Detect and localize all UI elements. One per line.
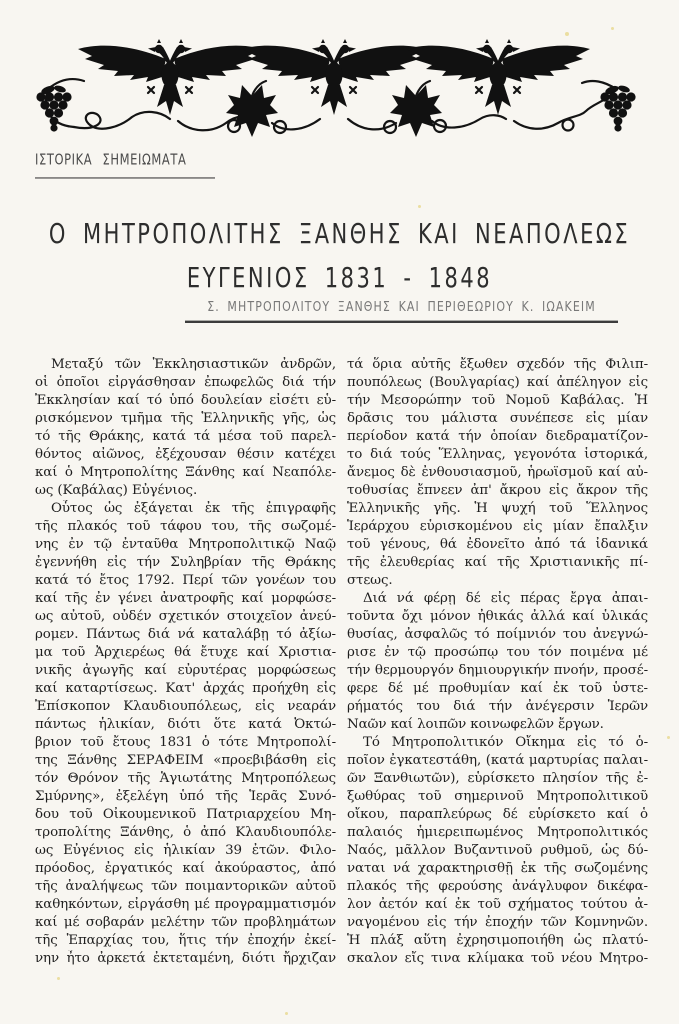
paper-speck	[565, 32, 569, 36]
grape-cluster-icon	[600, 84, 635, 131]
text-line: νης ἐν τῷ ἐνταῦθα Μητροπολιτικῷ Ναῷ	[35, 537, 336, 552]
text-line: τῆς ἀναλήψεως τῶν ποιμαντορικῶν αὐτοῦ	[35, 879, 336, 894]
section-label: ΙΣΤΟΡΙΚΑ ΣΗΜΕΙΩΜΑΤΑ	[35, 150, 215, 179]
article-title-line2: ΕΥΓΕΝΙΟΣ 1831 - 1848	[186, 262, 493, 294]
text-line: τό τῆς Θράκης, κατά τά μέσα τοῦ παρελ-	[35, 429, 336, 444]
text-line: Ἐκκλησίαν καί τό ὑπό δουλείαν εἰσέτι εὑ-	[35, 393, 336, 408]
ornament-artwork	[28, 38, 644, 140]
text-line: καί μέ σοβαράν μελέτην τῶν προβλημάτων	[35, 915, 336, 930]
paper-speck	[611, 27, 614, 30]
text-line: καί τῆς ἐν γένει ἀνατροφῆς καί μορφώσε-	[35, 591, 336, 606]
text-line: δου τοῦ Οἰκουμενικοῦ Πατριαρχείου Μη-	[35, 807, 336, 822]
paper-speck	[285, 1012, 288, 1015]
paper-speck	[57, 977, 60, 980]
text-line: ως αὐτοῦ, οὐδέν σχετικόν στοιχεῖον ἀνεύ-	[35, 609, 336, 624]
text-line: καί καταρτίσεως. Κατ' ἀρχάς προήχθη εἰς	[35, 681, 336, 696]
text-line: ρισκόμενον τμῆμα τῆς Ἑλληνικῆς γῆς, ὡς	[35, 411, 336, 426]
left-column	[35, 356, 336, 968]
text-line: πρόοδος, ἐργατικός καί ἀκούραστος, ἀπό	[35, 861, 336, 876]
text-line: τοῦ γένους, θά ἐδονεῖτο ἀπό τά ἰδανικά	[347, 537, 648, 552]
grape-cluster-icon	[36, 84, 71, 131]
text-line: δρᾶσις του μάλιστα συνέπεσε εἰς μίαν	[347, 411, 648, 426]
vine-leaf-icon	[226, 81, 278, 137]
text-line: πάντως ἡλικίαν, διότι ὅτε κατά Ὀκτώ-	[35, 717, 336, 732]
text-line: ξωθύρας τοῦ σημερινοῦ Μητροπολιτικοῦ	[347, 789, 648, 804]
text-line: βριον τοῦ ἔτους 1831 ὁ τότε Μητροπολί-	[35, 735, 336, 750]
right-column	[347, 356, 648, 968]
text-line: ρομεν. Πάντως διά νά καταλάβῃ τό ἀξίω-	[35, 627, 336, 642]
text-line: Ναῶν καί λοιπῶν κοινωφελῶν ἔργων.	[347, 717, 604, 732]
article-body	[35, 356, 648, 968]
text-line: ρισε ἐν τῷ προσώπῳ του τόν ποιμένα μέ	[347, 645, 648, 660]
text-line: τήν Μεσορώπην τοῦ Νομοῦ Καβάλας. Ἡ	[347, 393, 648, 408]
text-line: περίοδον κατά τήν ὁποίαν διεδραματίζον-	[347, 429, 648, 444]
text-line: Ναός, μᾶλλον Βυζαντινοῦ ρυθμοῦ, ὡς δύ-	[347, 843, 648, 858]
text-line: νικῆς ἀγωγῆς καί εὐρυτέρας μορφώσεως	[35, 663, 336, 678]
text-line: Τό Μητροπολιτικόν Οἴκημα εἰς τό ὁ-	[363, 735, 648, 750]
text-line: τοθυσίας ἔπνεεν ἀπ' ἄκρου εἰς ἄκρον τῆς	[347, 483, 648, 498]
text-line: Οὗτος ὡς ἐξάγεται ἐκ τῆς ἐπιγραφῆς	[51, 501, 336, 516]
text-line: οἱ ὁποῖοι εἰργάσθησαν ἐπωφελῶς διά τήν	[35, 375, 336, 390]
text-line: ρήματός του διά τήν ἀνέγερσιν Ἱερῶν	[347, 699, 648, 714]
text-line: καθηκόντων, εἰργάσθη μέ προγραμματισμόν	[35, 897, 336, 912]
text-line: νην ἦτο ἀρκετά ἐκτεταμένη, διότι ἤρχιζαν	[35, 951, 336, 966]
text-line: ἄνεμος δὲ ἐνθουσιασμοῦ, ἡρωϊσμοῦ καί αὐ-	[347, 465, 648, 480]
text-line: τήν θερμουργόν δημιουργικήν πνοήν, προσέ-	[347, 663, 648, 678]
article-title-line1: Ο ΜΗΤΡΟΠΟΛΙΤΗΣ ΞΑΝΘΗΣ ΚΑΙ ΝΕΑΠΟΛΕΩΣ	[48, 218, 631, 250]
text-line: καί ὁ Μητροπολίτης Ξάνθης καί Νεαπόλε-	[35, 465, 336, 480]
text-line: ως Εὐγένιος εἰς ἡλικίαν 39 ἐτῶν. Φιλο-	[35, 843, 336, 858]
text-line: τῆς Ἐπαρχίας του, ἥτις τήν ἐποχήν ἐκεί-	[35, 933, 336, 948]
text-line: ῶν Ξανθιωτῶν), εὑρίσκετο πλησίον τῆς ἐ-	[347, 771, 648, 786]
text-line: Σμύρνης», ἐξελέγη ὑπό τῆς Ἱερᾶς Συνό-	[35, 789, 336, 804]
text-line: λον ἀετόν καί ἐκ τοῦ σχήματος τούτου ἀ-	[347, 897, 648, 912]
text-line: τόν Θρόνον τῆς Ἁγιωτάτης Μητροπόλεως	[35, 771, 336, 786]
text-line: Ἐπίσκοπον Κλαυδιουπόλεως, εἰς νεαράν	[35, 699, 336, 714]
text-line: ποῖον ἐγκατεστάθη, (κατά μαρτυρίας παλαι-	[347, 753, 648, 768]
text-line: τῆς πλακός τοῦ τάφου του, τῆς σωζομέ-	[35, 519, 336, 534]
text-line: μα τοῦ Ἀρχιερέως θά ἔτυχε καί Χριστια-	[35, 645, 336, 660]
text-line: ναγομένου εἰς τήν ἐποχήν τῶν Κομνηνῶν.	[347, 915, 648, 930]
text-line: ως (Καβάλας) Εὐγένιος.	[35, 483, 198, 498]
text-line: Ἡ πλάξ αὕτη ἐχρησιμοποιήθη ὡς πλατύ-	[347, 933, 648, 948]
text-line: πουπόλεως (Βουλγαρίας) καί ἀπέληγον εἰς	[347, 375, 648, 390]
text-line: σκαλον εἴς τινα κλίμακα τοῦ νέου Μητρο-	[347, 951, 648, 966]
text-line: φερε δέ μέ προθυμίαν καί ἐκ τοῦ ὑστε-	[347, 681, 648, 696]
text-line: ἐγεννήθη εἰς τήν Συληβρίαν τῆς Θράκης	[35, 555, 336, 570]
text-line: τροπολίτης Ξάνθης, ὁ ἀπό Κλαυδιουπόλε-	[35, 825, 336, 840]
text-line: Διά νά φέρῃ δέ εἰς πέρας ἔργα ἀπαι-	[363, 591, 648, 606]
text-line: Ἱεράρχου εὑρισκομένου εἰς μίαν ἔπαλξιν	[347, 519, 648, 534]
text-line: παλαιός ἡμιερειπωμένος Μητροπολιτικός	[347, 825, 648, 840]
text-line: στεως.	[347, 573, 393, 588]
text-line: τῆς ἐλευθερίας καί τῆς Χριστιανικῆς πί-	[347, 555, 648, 570]
paper-speck	[667, 736, 670, 739]
text-line: θυσίας, ἀσφαλῶς τό ποίμνιόν του ἀνεγνώ-	[347, 627, 648, 642]
text-line: θόντος αἰῶνος, ἐξέχουσαν θέσιν κατέχει	[35, 447, 336, 462]
text-line: της Ξάνθης ΣΕΡΑΦΕΙΜ «προεβιβάσθη εἰς	[35, 753, 336, 768]
text-line: τά ὅρια αὐτῆς ἔξωθεν σχεδόν τῆς Φιλιπ-	[347, 357, 648, 372]
text-line: ναται νά χαρακτηρισθῇ ἐκ τῆς σωζομένης	[347, 861, 648, 876]
article-byline: Σ. ΜΗΤΡΟΠΟΛΙΤΟΥ ΞΑΝΘΗΣ ΚΑΙ ΠΕΡΙΘΕΩΡΙΟΥ Κ. ΙΩΑΚΕΙΜ	[185, 299, 618, 323]
text-line: το διά τούς Ἕλληνας, γεγονότα ἱστορικά,	[347, 447, 648, 462]
text-line: τοῦντα ὄχι μόνον ἠθικάς ἀλλά καί ὑλικάς	[347, 609, 648, 624]
paper-speck	[418, 205, 421, 208]
text-line: πλακός τῆς φερούσης ἀνάγλυφον δικέφα-	[347, 879, 648, 894]
header-ornament-band	[28, 38, 644, 140]
text-line: Ἑλληνικῆς γῆς. Ἡ ψυχή τοῦ Ἕλληνος	[347, 501, 648, 516]
text-line: οἴκου, παραπλεύρως δέ εὑρίσκετο καί ὁ	[347, 807, 648, 822]
text-line: κατά τό ἔτος 1792. Περί τῶν γονέων του	[35, 573, 336, 588]
text-line: Μεταξύ τῶν Ἐκκλησιαστικῶν ἀνδρῶν,	[51, 357, 336, 372]
